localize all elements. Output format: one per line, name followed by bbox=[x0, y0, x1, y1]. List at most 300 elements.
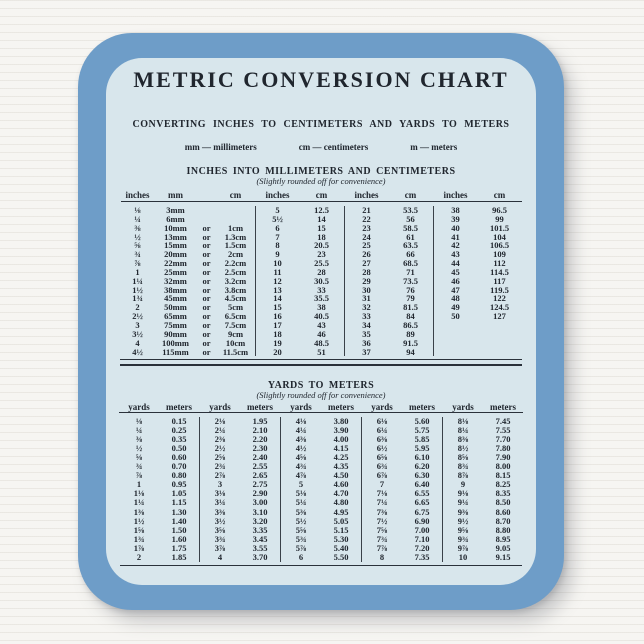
table-row bbox=[345, 286, 433, 295]
table-cell: 29 bbox=[362, 275, 371, 286]
table-cell: 2⅛ bbox=[214, 416, 226, 427]
table-cell: 36 bbox=[362, 337, 371, 348]
table-title: INCHES INTO MILLIMETERS AND CENTIMETERS bbox=[186, 166, 456, 177]
table-cell: ¼ bbox=[134, 213, 141, 224]
table-group bbox=[443, 403, 523, 562]
table-cell: 27 bbox=[362, 258, 371, 269]
table-cell: 5cm bbox=[227, 302, 244, 313]
table-cell: 41 bbox=[451, 231, 460, 242]
table-cell: 4.70 bbox=[333, 488, 349, 499]
table-cell: 3.90 bbox=[333, 425, 349, 436]
table-row bbox=[434, 312, 522, 321]
table-cell: 3.70 bbox=[252, 551, 268, 562]
table-cell: 5.60 bbox=[414, 416, 430, 427]
table-cell: 61 bbox=[406, 231, 415, 242]
table-cell: 20 bbox=[273, 346, 282, 357]
table-row bbox=[256, 233, 344, 242]
table-cell: 3½ bbox=[132, 328, 143, 339]
chart-subtitle: CONVERTING INCHES TO CENTIMETERS AND YARDS TO METERS bbox=[132, 119, 510, 130]
table-row bbox=[119, 444, 199, 453]
table-cell: 3.00 bbox=[252, 497, 268, 508]
table-cell: 2½ bbox=[132, 311, 143, 322]
table-cell: 9½ bbox=[457, 515, 469, 526]
table-cell: 1⅛ bbox=[133, 488, 145, 499]
table-cell: 2.65 bbox=[252, 470, 268, 481]
table-row bbox=[345, 250, 433, 259]
yards-to-meters-table bbox=[106, 380, 536, 566]
table-row bbox=[281, 435, 361, 444]
table-cell: 4½ bbox=[295, 443, 307, 454]
table-cell: 7⅝ bbox=[376, 524, 388, 535]
column-header: meters bbox=[490, 402, 516, 412]
table-header-row bbox=[362, 403, 443, 413]
table-cell: 2½ bbox=[214, 443, 226, 454]
table-cell: 2.90 bbox=[252, 488, 268, 499]
table-cell: 8⅞ bbox=[457, 470, 469, 481]
table-cell: 16 bbox=[273, 311, 282, 322]
table-row bbox=[362, 535, 442, 544]
table-row bbox=[119, 417, 199, 426]
table-cell: 6⅛ bbox=[376, 416, 388, 427]
table-row bbox=[119, 471, 199, 480]
table-row bbox=[443, 471, 523, 480]
column-header: yards bbox=[209, 402, 231, 412]
legend-item-m: m — meters bbox=[410, 142, 458, 152]
table-cell: 6 bbox=[275, 222, 280, 233]
table-row bbox=[345, 224, 433, 233]
table-cell: or bbox=[202, 222, 211, 233]
table-cell: 8.50 bbox=[495, 497, 511, 508]
table-cell: ¼ bbox=[135, 425, 143, 436]
table-cell: 40.5 bbox=[314, 311, 329, 322]
table-cell: 8¼ bbox=[457, 425, 469, 436]
table-cell: 2⅜ bbox=[214, 434, 226, 445]
table-cell: 75mm bbox=[164, 319, 187, 330]
chart-panel bbox=[106, 58, 536, 585]
table-cell: 6.65 bbox=[414, 497, 430, 508]
table-cell: 7 bbox=[275, 231, 280, 242]
table-header-row bbox=[119, 403, 200, 413]
table-cell: 4½ bbox=[132, 346, 143, 357]
column-header: inches bbox=[265, 190, 290, 200]
table-cell: or bbox=[202, 258, 211, 269]
table-cell: 73.5 bbox=[403, 275, 418, 286]
table-group-body bbox=[345, 206, 434, 356]
table-row bbox=[200, 453, 280, 462]
table-cell: 48 bbox=[451, 293, 460, 304]
table-cell: 2¼ bbox=[214, 425, 226, 436]
table-row bbox=[281, 498, 361, 507]
table-cell: or bbox=[202, 275, 211, 286]
table-cell: 35.5 bbox=[314, 293, 329, 304]
table-cell: 30.5 bbox=[314, 275, 329, 286]
table-row bbox=[200, 553, 280, 562]
table-cell: 124.5 bbox=[489, 302, 510, 313]
table-cell: 2.55 bbox=[252, 461, 268, 472]
table-cell: 14 bbox=[273, 293, 282, 304]
table-cell: 26 bbox=[362, 249, 371, 260]
table-cell: 5⅝ bbox=[295, 524, 307, 535]
table-row bbox=[119, 480, 199, 489]
table-cell: 32 bbox=[362, 302, 371, 313]
table-row bbox=[119, 489, 199, 498]
table-cell: 23 bbox=[317, 249, 326, 260]
table-row bbox=[362, 480, 442, 489]
table-row bbox=[281, 471, 361, 480]
table-header-row bbox=[281, 403, 362, 413]
table-row bbox=[119, 426, 199, 435]
table-cell: 119.5 bbox=[490, 284, 509, 295]
table-row bbox=[256, 268, 344, 277]
table-cell: 20mm bbox=[164, 249, 187, 260]
table-row bbox=[443, 426, 523, 435]
table-row bbox=[256, 303, 344, 312]
table-cell: 7⅛ bbox=[376, 488, 388, 499]
table-row bbox=[256, 348, 344, 357]
table-row bbox=[345, 215, 433, 224]
table-cell: 1.60 bbox=[171, 533, 187, 544]
table-row bbox=[345, 233, 433, 242]
table-cell: 8⅝ bbox=[457, 452, 469, 463]
table-cell: 7⅞ bbox=[376, 542, 388, 553]
table-row bbox=[345, 268, 433, 277]
table-cell: 1cm bbox=[227, 222, 244, 233]
table-cell: 2⅝ bbox=[214, 452, 226, 463]
table-row bbox=[256, 259, 344, 268]
table-row bbox=[281, 480, 361, 489]
table-cell: 7.45 bbox=[495, 416, 511, 427]
table-cell: 32mm bbox=[164, 275, 187, 286]
table-row bbox=[200, 489, 280, 498]
table-row bbox=[119, 453, 199, 462]
table-cell: 4⅝ bbox=[295, 452, 307, 463]
table-cell: 8.00 bbox=[495, 461, 511, 472]
table-cell: 4.00 bbox=[333, 434, 349, 445]
table-row bbox=[345, 206, 433, 215]
table-cell: 76 bbox=[406, 284, 415, 295]
table-cell: 10 bbox=[458, 551, 468, 562]
table-row bbox=[200, 526, 280, 535]
table-cell: 4¾ bbox=[295, 461, 307, 472]
column-header: inches bbox=[443, 190, 468, 200]
table-cell: 2.2cm bbox=[224, 258, 247, 269]
table-cell: 7.10 bbox=[414, 533, 430, 544]
table-cell: 11.5cm bbox=[222, 346, 249, 357]
table-cell: ⅝ bbox=[135, 452, 143, 463]
table-cell: 3 bbox=[135, 319, 140, 330]
table-row bbox=[434, 268, 522, 277]
column-header: meters bbox=[409, 402, 435, 412]
table-cell: 4.25 bbox=[333, 452, 349, 463]
table-cell: 0.35 bbox=[171, 434, 187, 445]
table-row bbox=[281, 426, 361, 435]
table-cell: 8¾ bbox=[457, 461, 469, 472]
table-row bbox=[443, 444, 523, 453]
table-cell: 104 bbox=[493, 231, 506, 242]
table-cell: 0.95 bbox=[171, 479, 187, 490]
table-cell: 1⅝ bbox=[133, 524, 145, 535]
table-cell: 114.5 bbox=[490, 266, 509, 277]
table-row bbox=[443, 462, 523, 471]
table-cell: 65mm bbox=[164, 311, 187, 322]
table-group-body bbox=[434, 206, 522, 321]
column-header: meters bbox=[328, 402, 354, 412]
table-cell: 8.70 bbox=[495, 515, 511, 526]
table-cell: 3.55 bbox=[252, 542, 268, 553]
table-cell: 2 bbox=[135, 302, 140, 313]
table-cell: 39 bbox=[451, 213, 460, 224]
table-cell: 8 bbox=[379, 551, 385, 562]
table-group bbox=[119, 403, 200, 562]
table-cell: 7.90 bbox=[495, 452, 511, 463]
table-row bbox=[434, 286, 522, 295]
column-header: meters bbox=[166, 402, 192, 412]
table-cell: 8⅛ bbox=[457, 416, 469, 427]
table-cell: 15 bbox=[317, 222, 326, 233]
table-header-row bbox=[200, 403, 281, 413]
table-cell: 1.15 bbox=[171, 497, 187, 508]
table-cell: 12 bbox=[273, 275, 282, 286]
table-row bbox=[362, 508, 442, 517]
table-cell: 1¾ bbox=[132, 293, 143, 304]
table-cell: 0.50 bbox=[171, 443, 187, 454]
table-cell: 8.25 bbox=[495, 479, 511, 490]
table-header-row bbox=[256, 189, 345, 202]
table-group bbox=[345, 189, 434, 356]
table-row bbox=[434, 224, 522, 233]
table-cell: 6.5cm bbox=[224, 311, 247, 322]
column-header: cm bbox=[315, 190, 328, 200]
table-cell: 5.50 bbox=[333, 551, 349, 562]
abbreviation-legend bbox=[106, 142, 536, 152]
table-row bbox=[256, 339, 344, 348]
table-cell: 4¼ bbox=[295, 425, 307, 436]
column-header: cm bbox=[493, 190, 506, 200]
column-header bbox=[197, 189, 217, 201]
table-row bbox=[281, 462, 361, 471]
table-bottom-rule bbox=[120, 565, 522, 566]
table-cell: ½ bbox=[134, 231, 141, 242]
table-cell: 3½ bbox=[214, 515, 226, 526]
inches-to-cm-table bbox=[106, 166, 536, 366]
legend-item-mm: mm — millimeters bbox=[184, 142, 257, 152]
table-row bbox=[256, 312, 344, 321]
table-cell: 5⅛ bbox=[295, 488, 307, 499]
table-row bbox=[119, 526, 199, 535]
table-cell: 3mm bbox=[166, 205, 185, 215]
bottom-rule-thin bbox=[120, 565, 522, 566]
table-note: (Slightly rounded off for convenience) bbox=[256, 390, 386, 400]
table-row bbox=[362, 526, 442, 535]
table-row bbox=[443, 453, 523, 462]
table-cell: 3⅜ bbox=[214, 506, 226, 517]
table-row bbox=[256, 250, 344, 259]
table-cell: 9⅝ bbox=[457, 524, 469, 535]
table-cell: 25 bbox=[362, 240, 371, 251]
table-cell: 5.15 bbox=[333, 524, 349, 535]
table-cell: 8.80 bbox=[495, 524, 511, 535]
table-row bbox=[443, 526, 523, 535]
table-cell: 9 bbox=[275, 249, 280, 260]
table-cell: 90mm bbox=[164, 328, 187, 339]
table-cell: 6.55 bbox=[414, 488, 430, 499]
table-cell: or bbox=[202, 293, 211, 304]
table-cell: 5½ bbox=[295, 515, 307, 526]
table-cell: 3¾ bbox=[214, 533, 226, 544]
table-cell: 5.85 bbox=[414, 434, 430, 445]
table-cell: 4⅛ bbox=[295, 416, 307, 427]
table-cell: 1.05 bbox=[171, 488, 187, 499]
chart-title: METRIC CONVERSION CHART bbox=[133, 67, 509, 92]
table-cell: 9⅛ bbox=[457, 488, 469, 499]
table-cell: 117 bbox=[493, 275, 506, 286]
table-cell: 6⅞ bbox=[376, 470, 388, 481]
table-group bbox=[200, 403, 281, 562]
table-cell: 8.95 bbox=[495, 533, 511, 544]
table-group-body bbox=[362, 417, 443, 562]
table-row bbox=[281, 508, 361, 517]
table-row bbox=[281, 489, 361, 498]
table-row bbox=[443, 498, 523, 507]
column-header: yards bbox=[371, 402, 393, 412]
table-group bbox=[362, 403, 443, 562]
table-cell: 24 bbox=[362, 231, 371, 242]
table-row bbox=[345, 339, 433, 348]
table-cell: 84 bbox=[406, 311, 415, 322]
table-row bbox=[443, 435, 523, 444]
table-cell: 11 bbox=[273, 266, 282, 277]
table-cell: 5.95 bbox=[414, 443, 430, 454]
table-cell: 22mm bbox=[164, 258, 187, 269]
table-row bbox=[256, 330, 344, 339]
table-row bbox=[119, 517, 199, 526]
table-cell: 1 bbox=[136, 479, 142, 490]
table-cell: 15 bbox=[273, 302, 282, 313]
table-cell: 4.15 bbox=[333, 443, 349, 454]
table-row bbox=[200, 544, 280, 553]
table-row bbox=[200, 517, 280, 526]
table-cell: 10cm bbox=[225, 337, 246, 348]
table-cell: 3.35 bbox=[252, 524, 268, 535]
table-row bbox=[200, 417, 280, 426]
table-cell: 7¾ bbox=[376, 533, 388, 544]
table-cell: 9¼ bbox=[457, 497, 469, 508]
table-cell: ⅞ bbox=[135, 470, 143, 481]
table-row bbox=[345, 312, 433, 321]
table-cell: 4⅜ bbox=[295, 434, 307, 445]
table-row bbox=[121, 348, 255, 357]
table-cell: 0.15 bbox=[171, 416, 187, 427]
table-cell bbox=[217, 206, 255, 215]
table-cell: 4 bbox=[217, 551, 223, 562]
table-cell: 1½ bbox=[132, 284, 143, 295]
table-cell: 40 bbox=[451, 222, 460, 233]
table-cell: 3¼ bbox=[214, 497, 226, 508]
table-row bbox=[200, 508, 280, 517]
table-row bbox=[362, 435, 442, 444]
column-header: meters bbox=[247, 402, 273, 412]
table-cell: 7.80 bbox=[495, 443, 511, 454]
table-cell: 0.70 bbox=[171, 461, 187, 472]
table-cell: ⅝ bbox=[134, 240, 141, 251]
table-cell: or bbox=[202, 337, 211, 348]
table-cell: 3 bbox=[217, 479, 223, 490]
table-cell: 1.40 bbox=[171, 515, 187, 526]
mousepad bbox=[78, 33, 564, 610]
table-cell: 38 bbox=[451, 205, 460, 215]
table-group-body bbox=[200, 417, 281, 562]
table-row bbox=[256, 321, 344, 330]
table-cell: 10 bbox=[273, 258, 282, 269]
table-row bbox=[119, 462, 199, 471]
table-cell: 49 bbox=[451, 302, 460, 313]
table-row bbox=[256, 206, 344, 215]
table-bottom-rule bbox=[120, 359, 522, 366]
table-cell: or bbox=[202, 319, 211, 330]
table-cell: 7.20 bbox=[414, 542, 430, 553]
table-group-body bbox=[256, 206, 345, 356]
table-cell: 1.85 bbox=[171, 551, 187, 562]
table-cell: 5.75 bbox=[414, 425, 430, 436]
table-cell: 19 bbox=[273, 337, 282, 348]
table-row bbox=[362, 553, 442, 562]
table-row bbox=[345, 348, 433, 357]
table-cell: 5 bbox=[298, 479, 304, 490]
table-row bbox=[362, 417, 442, 426]
table-cell: 71 bbox=[406, 266, 415, 277]
table-cell: 34 bbox=[362, 319, 371, 330]
table-cell: 115mm bbox=[162, 346, 189, 357]
table-group bbox=[281, 403, 362, 562]
table-cell: 1½ bbox=[133, 515, 145, 526]
table-cell: 8½ bbox=[457, 443, 469, 454]
column-header: mm bbox=[168, 190, 183, 200]
bottom-rule-thick bbox=[120, 364, 522, 366]
table-row bbox=[434, 303, 522, 312]
table-row bbox=[345, 259, 433, 268]
table-cell: ¾ bbox=[134, 249, 141, 260]
table-row bbox=[345, 294, 433, 303]
table-cell: 2.75 bbox=[252, 479, 268, 490]
table-cell: 38mm bbox=[164, 284, 187, 295]
table-cell: 28 bbox=[362, 266, 371, 277]
table-cell: 100mm bbox=[162, 337, 189, 348]
table-cell: 18 bbox=[317, 231, 326, 242]
table-cell: 13mm bbox=[164, 231, 187, 242]
table-group bbox=[256, 189, 345, 356]
table-row bbox=[345, 241, 433, 250]
table-cell: 6¼ bbox=[376, 425, 388, 436]
table-cell: 45 bbox=[451, 266, 460, 277]
table-cell: 6.90 bbox=[414, 515, 430, 526]
table-cell: 8⅜ bbox=[457, 434, 469, 445]
table-cell: 6½ bbox=[376, 443, 388, 454]
table-cell: 0.60 bbox=[171, 452, 187, 463]
table-cell: 47 bbox=[451, 284, 460, 295]
table-row bbox=[434, 206, 522, 215]
table-cell: 2¾ bbox=[214, 461, 226, 472]
table-row bbox=[281, 526, 361, 535]
table-row bbox=[434, 250, 522, 259]
table-row bbox=[443, 489, 523, 498]
table-cell: 53.5 bbox=[403, 205, 418, 215]
table-cell: 4.60 bbox=[333, 479, 349, 490]
table-cell: 9.15 bbox=[495, 551, 511, 562]
table-cell: 5⅞ bbox=[295, 542, 307, 553]
table-row bbox=[362, 471, 442, 480]
table-cell: 6⅝ bbox=[376, 452, 388, 463]
table-row bbox=[345, 321, 433, 330]
